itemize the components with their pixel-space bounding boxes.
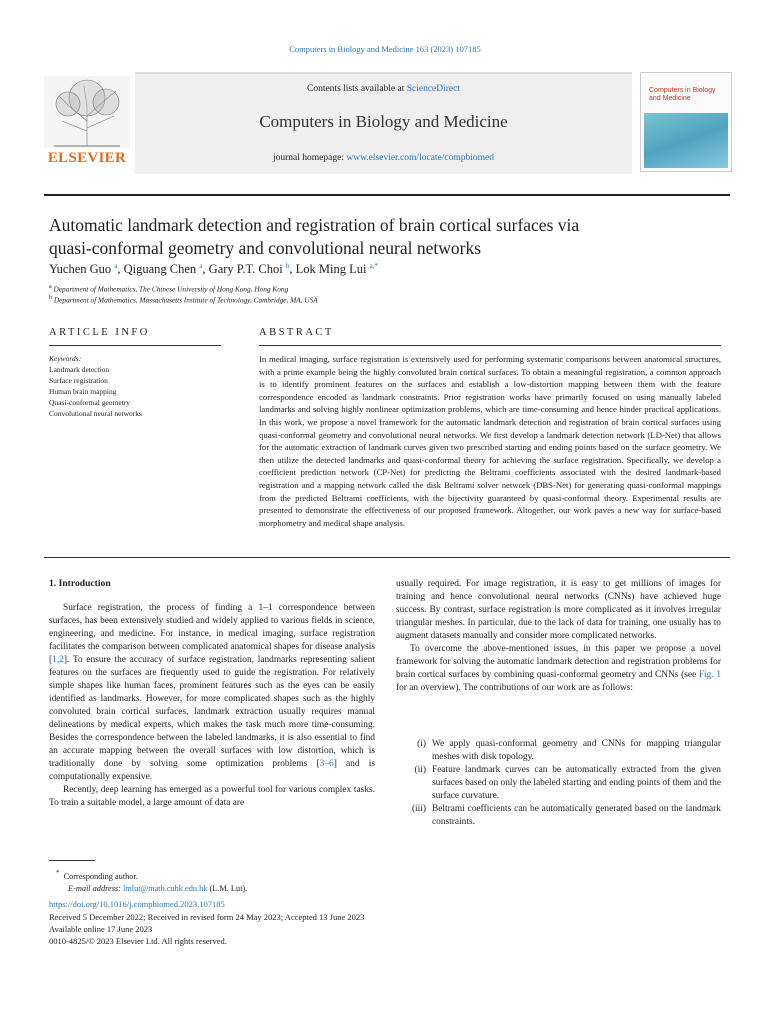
author-affil-mark[interactable]: a,* — [369, 262, 378, 270]
list-item — [402, 738, 721, 764]
affiliation — [49, 284, 288, 293]
cover-image — [644, 113, 728, 168]
list-number: (i) — [417, 739, 426, 749]
affiliation-text: Department of Mathematics, The Chinese University of Hong Kong, Hong Kong — [53, 284, 289, 294]
section-heading: 1. Introduction — [49, 578, 111, 589]
sciencedirect-link[interactable]: ScienceDirect — [406, 84, 460, 94]
figure-link[interactable]: Fig. 1 — [698, 670, 722, 680]
homepage-line — [135, 153, 632, 163]
list-number: (ii) — [414, 765, 426, 775]
journal-cover[interactable] — [640, 72, 732, 172]
author-affil-mark[interactable]: a — [199, 262, 203, 270]
author-affil-mark[interactable]: a — [114, 262, 118, 270]
footnote-email — [56, 883, 247, 895]
text-run: To overcome the above-mentioned issues, in this paper we propose a novel framework for solving the automatic landmark detection and registration problems for brain cortical surfaces by combining quasi-conformal geometry and CNNs (see — [396, 644, 721, 680]
left-column — [49, 602, 375, 810]
keywords-label: Keywords: — [49, 354, 82, 363]
doi-link[interactable]: https://doi.org/10.1016/j.compbiomed.2023.107185 — [49, 899, 225, 909]
abstract-heading: ABSTRACT — [259, 327, 334, 338]
author-name[interactable]: Yuchen Guo — [49, 262, 112, 277]
keyword: Human brain mapping — [49, 387, 117, 396]
list-number: (iii) — [411, 804, 426, 814]
affiliation-text: Department of Mathematics, Massachusetts Institute of Technology, Cambridge, MA, USA — [53, 295, 318, 305]
author-name[interactable]: Lok Ming Lui — [295, 262, 367, 277]
citation-link[interactable]: 3–6 — [319, 759, 334, 769]
contents-prefix: Contents lists available at — [306, 84, 407, 94]
affiliation-mark: b — [49, 295, 53, 301]
footnote-corresponding — [56, 868, 247, 883]
cover-title: Computers in Biology and Medicine — [649, 87, 716, 102]
homepage-link[interactable]: www.elsevier.com/locate/compbiomed — [346, 153, 494, 163]
list-item — [402, 764, 721, 803]
banner-rule — [44, 194, 730, 196]
article-info-heading: ARTICLE INFO — [49, 327, 150, 338]
list-text: We apply quasi-conformal geometry and CNNs for mapping triangular meshes with disk topology. — [432, 739, 721, 762]
abstract-bottom-rule — [44, 557, 730, 558]
right-column — [396, 578, 721, 695]
list-item — [402, 803, 721, 829]
intro-paragraph: Recently, deep learning has emerged as a powerful tool for various complex tasks. To train a suitable model, a large amount of data are — [49, 785, 375, 808]
keyword: Landmark detection — [49, 365, 110, 374]
homepage-prefix: journal homepage: — [273, 153, 347, 163]
keyword: Surface registration — [49, 376, 108, 385]
footnote-mark: * — [56, 870, 60, 877]
article-info-rule — [49, 345, 221, 346]
title-line-1: Automatic landmark detection and registration of brain cortical surfaces via — [49, 215, 580, 235]
footnote — [56, 868, 247, 895]
online-date: Available online 17 June 2023 — [49, 924, 153, 934]
text-run: for an overview). The contributions of our work are as follows: — [396, 683, 634, 693]
email-suffix: (L.M. Lui). — [207, 883, 248, 893]
email-label: E-mail address: — [68, 883, 123, 893]
intro-paragraph — [49, 602, 375, 784]
footnote-text: Corresponding author. — [63, 871, 138, 881]
journal-title: Computers in Biology and Medicine — [259, 112, 508, 131]
text-run: Surface registration, the process of finding a 1–1 correspondence between surfaces, has been extensively studied and widely applied to various fields in science, engineering, and medicine. For instance, in medical imaging, surface registration facilitates the comparison between complicated anatomical shapes for disease analysis [ — [49, 603, 375, 665]
author-affil-mark[interactable]: b — [285, 262, 290, 270]
intro-paragraph — [396, 643, 721, 695]
footnote-rule — [49, 860, 95, 861]
journal-banner — [135, 72, 632, 174]
running-header[interactable]: Computers in Biology and Medicine 163 (2023) 107185 — [289, 44, 481, 54]
list-text: Feature landmark curves can be automatically extracted from the given surfaces based on only the labeled starting and ending points of them and the surface curvature. — [432, 765, 721, 801]
author-list: Yuchen Guo $^a$, Qiguang Chen $^a$, Gary P.T. Choi $^b$, Lok Ming Lui $^{a,*}$ — [49, 262, 378, 277]
affiliation-mark: a — [49, 284, 52, 290]
title-line-2: quasi-conformal geometry and convolutional neural networks — [49, 238, 482, 258]
copyright: 0010-4825/© 2023 Elsevier Ltd. All rights reserved. — [49, 936, 227, 946]
text-run: ]. To ensure the accuracy of surface registration, landmarks representing salient features on the surfaces are frequently used to guide the registration. For relatively simple shapes like human faces, prominent features such as the eyes can be easily identified as landmarks. However, for more complicated shapes such as the highly convoluted brain cortical surfaces, landmark extraction usually requires manual delineations by medical experts, which makes the task much more time-consuming. Besides the correspondence between the labeled landmarks, it is also essential to find an accurate mapping between the overall surfaces with low distortion, which is traditionally done by solving some optimization problems [ — [49, 655, 375, 769]
abstract-text: In medical imaging, surface registration is extensively used for performing systematic comparisons between anatomical structures, with a prime example being the highly convoluted brain cortical surfaces. To obtain a meaningful registration, a common approach is to identify prominent features on the surfaces and establish a low-distortion mapping between them with the feature correspondence encoded as landmark constraints. Prior registration works have primarily focused on using manually labeled landmarks and solving highly nonlinear optimization problems, which are time-consuming and hence hinder practical applications. In this work, we propose a novel framework for the automatic landmark detection and registration of brain cortical surfaces using quasi-conformal geometry and convolutional neural networks. We first develop a landmark detection network (LD-Net) that allows for the automatic extraction of landmark curves given two prescribed starting and ending points based on the surface geometry. We then utilize the detected landmarks and quasi-conformal theory for achieving the surface registration. Specifically, we develop a coefficient prediction network (CP-Net) for predicting the Beltrami coefficients associated with the desired landmark-based registration and a mapping network called the disk Beltrami solver network (DBS-Net) for generating quasi-conformal mappings from the predicted Beltrami coefficients, with the bijectivity guaranteed by quasi-conformal theory. Experimental results are presented to demonstrate the effectiveness of our proposed framework. Altogether, our work paves a new way for surface-based morphometry and medical shape analysis. — [259, 354, 721, 528]
publisher-name: ELSEVIER — [47, 150, 127, 166]
contribution-list — [402, 738, 721, 829]
paper-title — [49, 214, 729, 260]
keyword: Quasi-conformal geometry — [49, 398, 131, 407]
intro-paragraph: usually required. For image registration, it is easy to get millions of images for training and hence convolutional neural networks (CNNs) have achieved huge success. By contrast, surface registration is more complicated as it involves irregular triangular meshes. In particular, due to the lack of data for training, one usually has to augment datasets manually and consider more complicated networks. — [396, 579, 721, 641]
abstract-rule — [259, 345, 721, 346]
keyword: Convolutional neural networks — [49, 409, 142, 418]
text-run: ] and is computationally expensive. — [49, 759, 375, 782]
author-name[interactable]: Gary P.T. Choi — [208, 262, 283, 277]
list-text: Beltrami coefficients can be automatically generated based on the landmark constraints. — [432, 804, 721, 827]
received-dates: Received 5 December 2022; Received in revised form 24 May 2023; Accepted 13 June 2023 — [49, 912, 365, 922]
author-name[interactable]: Qiguang Chen — [123, 262, 197, 277]
affiliation — [49, 295, 318, 304]
contents-line — [135, 84, 632, 94]
citation-link[interactable]: 1,2 — [52, 655, 64, 665]
email-link[interactable]: lmlui@math.cuhk.edu.hk — [123, 883, 208, 893]
